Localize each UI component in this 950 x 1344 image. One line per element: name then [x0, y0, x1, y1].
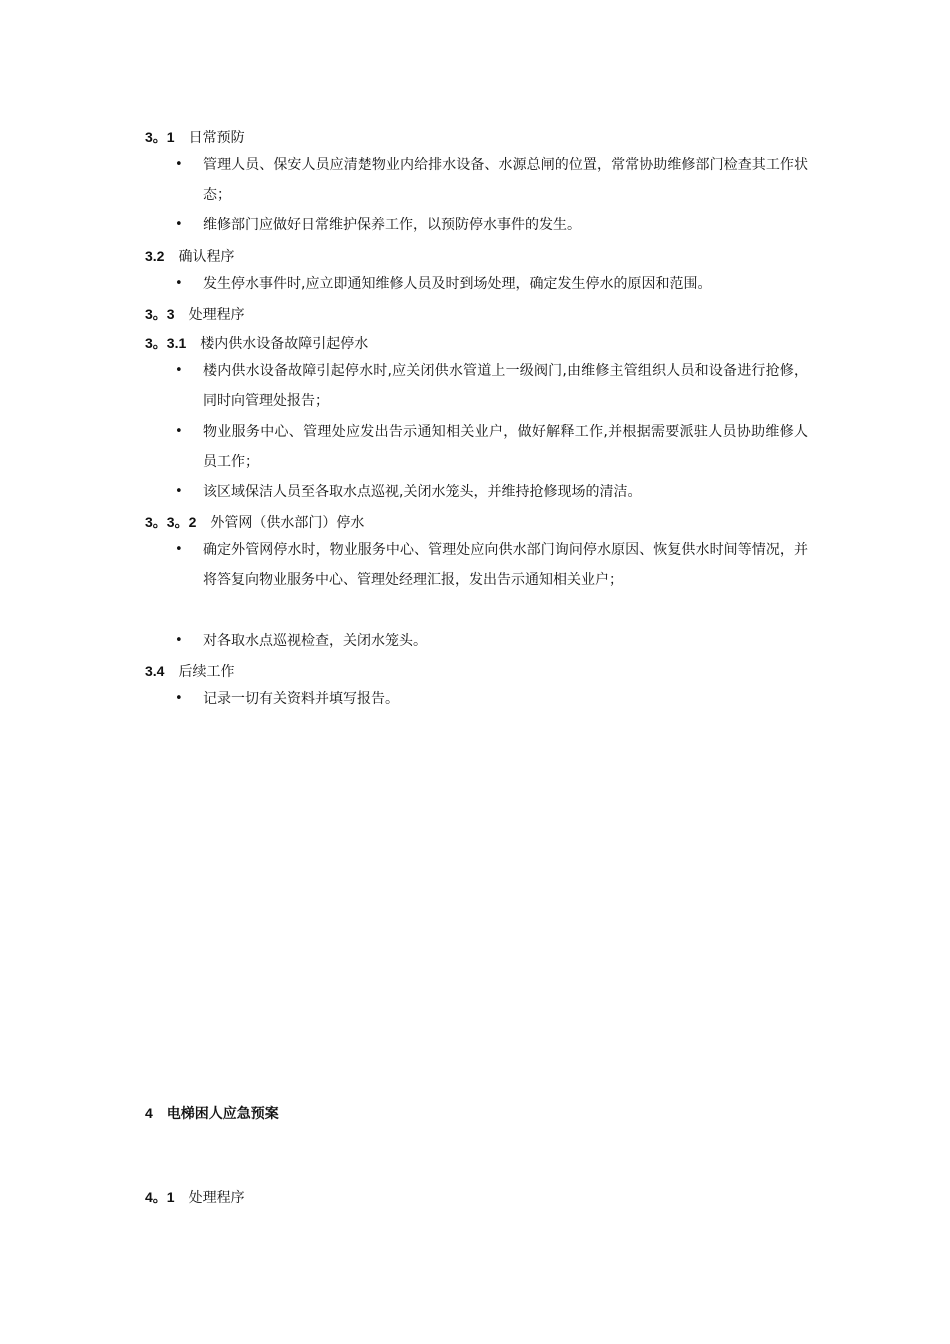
- bullet-icon: •: [175, 691, 183, 706]
- section-title: 确认程序: [178, 249, 235, 265]
- bullet-icon: •: [175, 484, 183, 499]
- bullet-text: 物业服务中心、管理处应发出告示通知相关业户，做好解释工作,并根据需要派驻人员协助维修人员工作；: [203, 424, 808, 470]
- bullet-text: 确定外管网停水时，物业服务中心、管理处应向供水部门询问停水原因、恢复供水时间等情况，并将答复向物业服务中心、管理处经理汇报，发出告示通知相关业户；: [203, 542, 808, 588]
- section-number: 3。3。2: [145, 514, 197, 530]
- section-title: 日常预防: [188, 130, 245, 146]
- bullet-text: 管理人员、保安人员应清楚物业内给排水设备、水源总闸的位置，常常协助维修部门检查其工作状态；: [203, 157, 808, 203]
- section-3-4-heading: [145, 661, 234, 682]
- section-4-1-heading: [145, 1187, 245, 1208]
- chapter-title: 电梯困人应急预案: [166, 1106, 279, 1122]
- bullet-text: 对各取水点巡视检查，关闭水笼头。: [203, 633, 427, 649]
- bullet-item: [175, 210, 808, 240]
- bullet-item: [175, 417, 808, 477]
- section-number: 3。3.1: [145, 335, 187, 351]
- bullet-icon: •: [175, 363, 183, 378]
- section-title: 处理程序: [188, 1190, 245, 1206]
- bullet-item: [175, 269, 808, 299]
- section-title: 楼内供水设备故障引起停水: [200, 336, 369, 352]
- section-3-3-1-heading: [145, 333, 368, 354]
- bullet-item: [175, 684, 808, 714]
- bullet-text: 记录一切有关资料并填写报告。: [203, 691, 399, 707]
- bullet-icon: •: [175, 542, 183, 557]
- section-3-3-heading: [145, 304, 245, 325]
- section-title: 后续工作: [178, 664, 235, 680]
- bullet-icon: •: [175, 276, 183, 291]
- chapter-4-heading: [145, 1103, 279, 1124]
- bullet-item: [175, 150, 808, 210]
- bullet-item: [175, 535, 808, 595]
- section-3-3-2-heading: [145, 512, 364, 533]
- section-3-2-heading: [145, 246, 234, 267]
- bullet-item: [175, 356, 808, 416]
- bullet-text: 楼内供水设备故障引起停水时,应关闭供水管道上一级阀门,由维修主管组织人员和设备进行抢修，同时向管理处报告；: [203, 363, 808, 409]
- section-title: 处理程序: [188, 307, 245, 323]
- bullet-text: 该区域保洁人员至各取水点巡视,关闭水笼头，并维持抢修现场的清洁。: [203, 484, 642, 500]
- section-number: 4。1: [145, 1189, 175, 1205]
- section-number: 3。1: [145, 129, 175, 145]
- bullet-text: 发生停水事件时,应立即通知维修人员及时到场处理，确定发生停水的原因和范围。: [203, 276, 712, 292]
- section-number: 3.4: [145, 663, 165, 679]
- chapter-number: 4: [145, 1105, 153, 1121]
- bullet-item: [175, 477, 808, 507]
- bullet-icon: •: [175, 157, 183, 172]
- bullet-item: [175, 626, 808, 656]
- section-number: 3.2: [145, 248, 165, 264]
- bullet-icon: •: [175, 633, 183, 648]
- section-3-1-heading: [145, 127, 245, 148]
- section-title: 外管网（供水部门）停水: [210, 515, 365, 531]
- bullet-icon: •: [175, 424, 183, 439]
- section-number: 3。3: [145, 306, 175, 322]
- bullet-text: 维修部门应做好日常维护保养工作，以预防停水事件的发生。: [203, 217, 581, 233]
- bullet-icon: •: [175, 217, 183, 232]
